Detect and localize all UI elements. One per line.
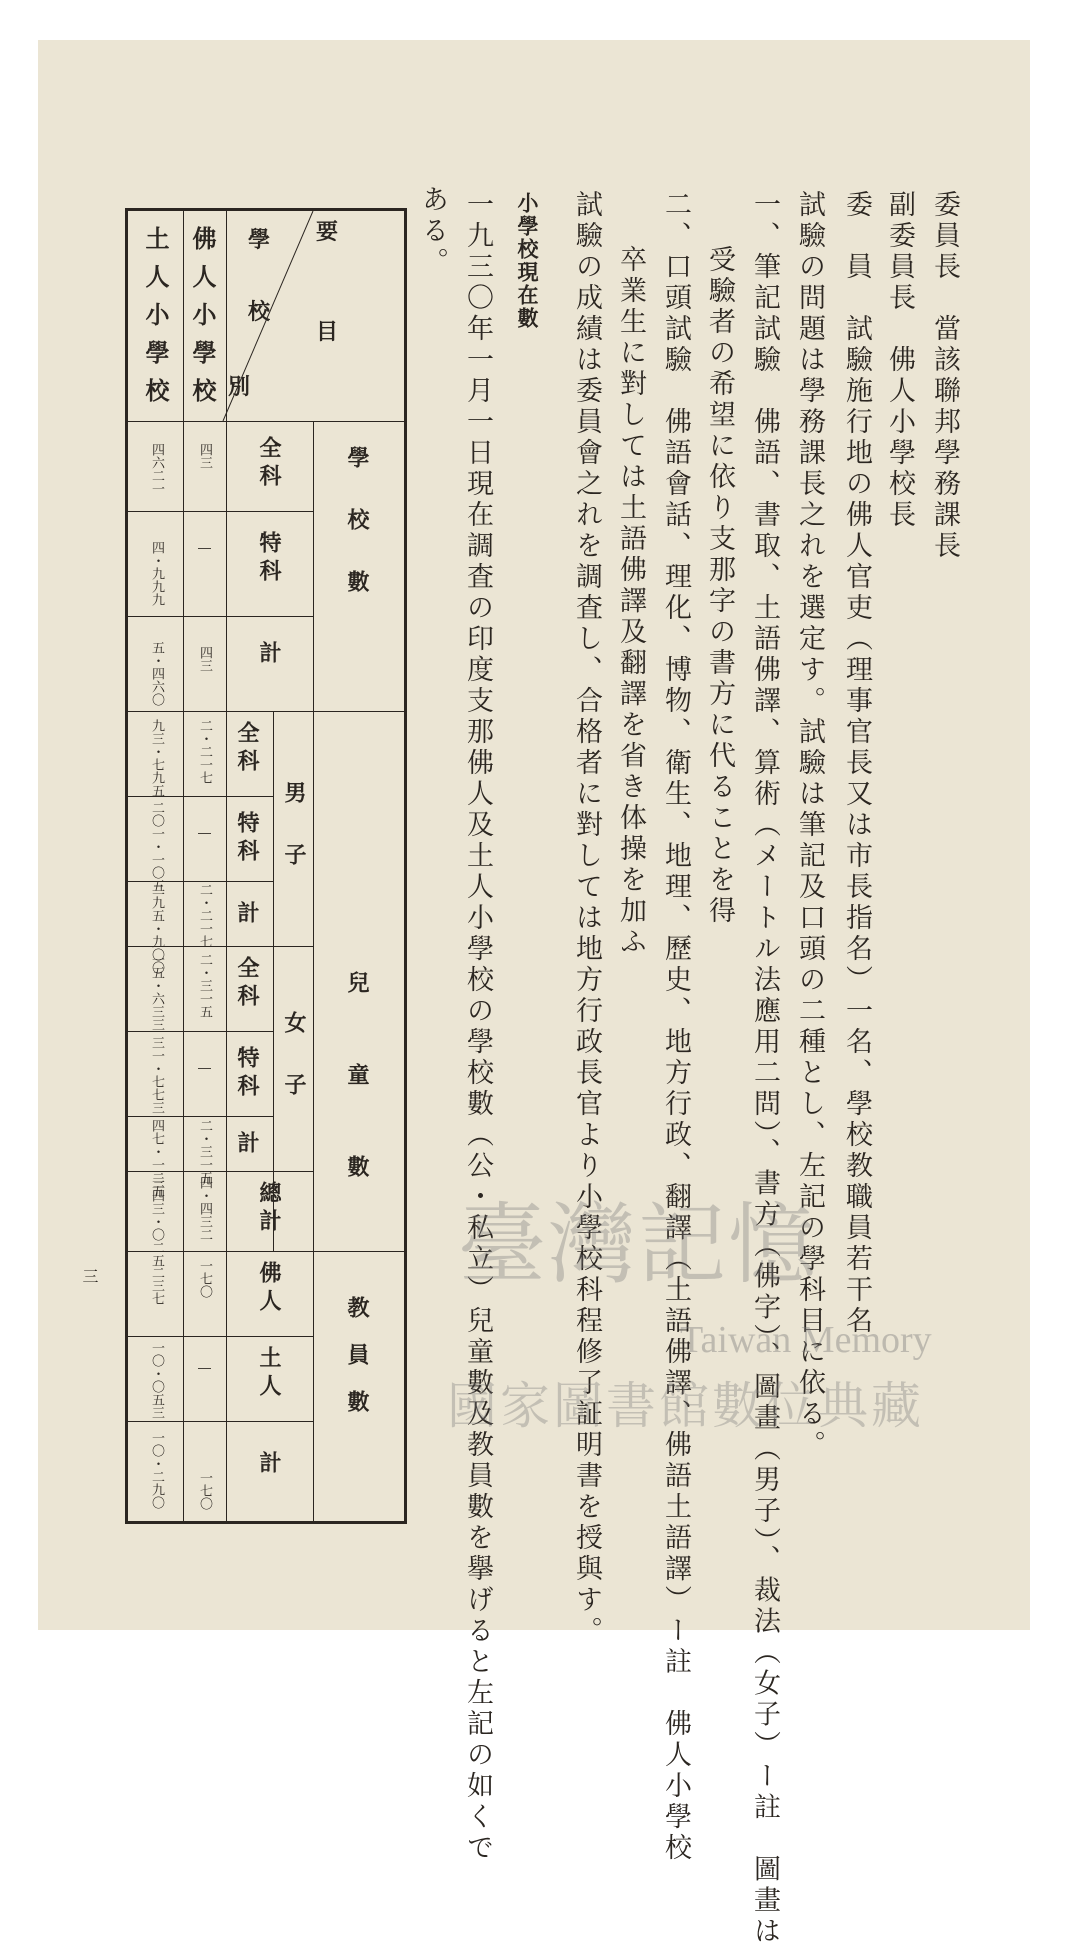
table-cell: 一七〇 (197, 1259, 212, 1298)
oral-exam-note-line: 卒業生に對しては土語佛譯及翻譯を省き体操を加ふ (615, 245, 646, 958)
header-children-count: 兒童數 (344, 971, 370, 1247)
table-cell: 三四三・〇二五 (149, 1176, 164, 1267)
table-cell: 二・三一五 (197, 953, 212, 1018)
exam-questions-line: 試驗の問題は學務課長之れを選定す。試驗は筆記及口頭の二種とし、左記の學科目に依る。 (794, 190, 825, 1461)
committee-members-line: 委 員 試驗施行地の佛人官吏（理事官長又は市長指名）一名、學校教職員若干名 (841, 190, 872, 1337)
header-native-teachers: 土人 (256, 1346, 282, 1402)
table-cell: ― (197, 1361, 212, 1376)
table-cell: 二・三一五 (197, 1119, 212, 1184)
table-cell: 一五・六三三 (149, 953, 164, 1031)
header-grand-total: 總計 (256, 1181, 282, 1237)
table-cell: 四・四三二 (197, 1176, 212, 1241)
oral-exam-line: 二、口頭試驗 佛語會話、理化、博物、衛生、地理、歷史、地方行政、翻譯（土語佛譯、佛語土語譯）ー註 佛人小學校 (660, 190, 691, 1864)
table-cell: 一〇・二九〇 (149, 1431, 164, 1509)
written-exam-note-line: 受驗者の希望に依り支那字の書方に代ることを得 (704, 245, 735, 927)
header-female-full: 全科 (234, 956, 260, 1012)
table-cell: 四三 (197, 646, 212, 672)
corner-label-right: 目 (316, 319, 339, 345)
table-cell: 五・四六〇 (149, 641, 164, 706)
table-cell: 二三七 (149, 1266, 164, 1305)
page-number: 三 (80, 1268, 99, 1284)
vice-chair-line: 副委員長 佛人小學校長 (884, 190, 915, 531)
table-cell: 二・二一七 (197, 719, 212, 784)
table-cell: ― (197, 1061, 212, 1076)
header-male: 男子 (281, 781, 307, 905)
table-cell: ― (197, 826, 212, 841)
row-label-french: 佛人小學校 (188, 226, 217, 416)
committee-chair-line: 委員長 當該聯邦學務課長 (929, 190, 960, 562)
corner-label-top: 要 (316, 219, 339, 245)
corner-label-betsu: 別 (228, 374, 251, 400)
header-french-teachers: 佛人 (256, 1261, 282, 1317)
watermark-national-library: 國家圖書館數位典藏 (447, 1377, 924, 1435)
survey-intro-line: 一九三〇年一月一日現在調査の印度支那佛人及土人小學校の學校數（公・私立）兒童數及教員數を擧げると左記の如くで (462, 190, 493, 1864)
watermark-taiwan-memory-english: Taiwan Memory (680, 1319, 932, 1361)
table-cell: ― (197, 541, 212, 556)
corner-label-ko: 校 (248, 299, 271, 325)
table-cell: 三一・七七三 (149, 1036, 164, 1114)
survey-intro-end: ある。 (417, 185, 448, 278)
corner-label-school: 學 (248, 227, 271, 253)
table-cell: 四・九九九 (149, 541, 164, 606)
header-male-full: 全科 (234, 721, 260, 777)
header-female-special: 特科 (234, 1046, 260, 1102)
table-cell: 四六二一 (149, 443, 164, 495)
header-female-sum: 計 (234, 1131, 260, 1159)
section-heading: 小學校現在數 (515, 192, 540, 330)
table-cell: 二九五・九〇〇 (149, 883, 164, 974)
table-cell: 二〇一・一〇五 (149, 801, 164, 892)
header-special-course: 特科 (256, 531, 282, 587)
watermark-taiwan-memory-calligraphy: 臺灣記憶 (458, 1193, 819, 1296)
table-cell: 四七・一二五 (149, 1119, 164, 1197)
header-teachers-sum: 計 (256, 1451, 282, 1479)
table-cell: 四三 (197, 443, 212, 469)
written-exam-line: 一、筆記試驗 佛語、書取、土語佛譯、算術（メートル法應用二問）、書方（佛字）、圖畫（男子）、裁法（女子）ー註 圖畫は (749, 190, 780, 1948)
exam-results-line: 試驗の成績は委員會之れを調査し、合格者に對しては地方行政長官より小學校科程修了証明書を授與す。 (571, 190, 602, 1647)
header-school-count: 學校數 (344, 446, 370, 632)
header-sum: 計 (256, 641, 282, 669)
school-statistics-table (125, 208, 407, 1524)
table-cell: 一七〇 (197, 1471, 212, 1510)
table-cell: 一〇・〇五三 (149, 1341, 164, 1419)
table-cell: 九三・七九五 (149, 719, 164, 797)
table-cell: 二・二一七 (197, 883, 212, 948)
header-female: 女子 (281, 1011, 307, 1135)
header-teacher-count: 教員數 (344, 1296, 370, 1437)
header-male-special: 特科 (234, 811, 260, 867)
header-male-sum: 計 (234, 901, 260, 929)
header-full-course: 全科 (256, 436, 282, 492)
row-label-native: 土人小學校 (141, 226, 170, 416)
